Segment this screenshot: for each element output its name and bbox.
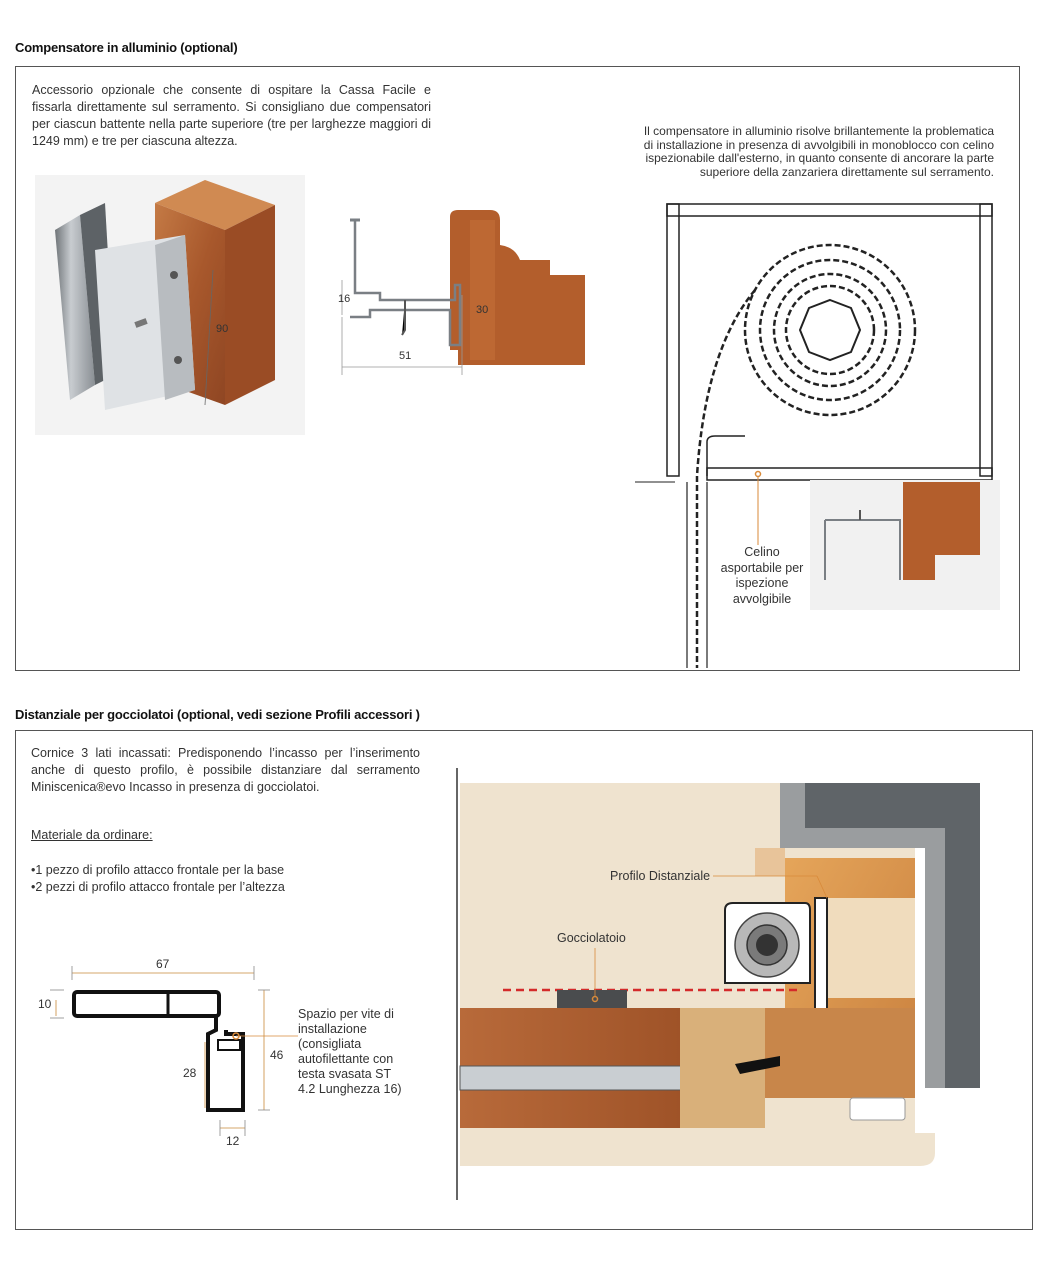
materials-item: •2 pezzi di profilo attacco frontale per l’altezza <box>31 880 285 894</box>
dim-10-label: 10 <box>38 997 52 1011</box>
section1-note: Il compensatore in alluminio risolve brillantemente la problematica di installazione in presenza di avvolgibili in monoblocco con celino ispezionabile dall'esterno, in quanto consente di ancorare la parte superiore della zanzariera direttamente sul serramento. <box>643 124 994 179</box>
spacer-profile-drawing <box>40 960 290 1140</box>
section1-title: Compensatore in alluminio (optional) <box>15 40 238 55</box>
label-gocciolatoio: Gocciolatoio <box>557 931 626 945</box>
roller-shutter-box-drawing <box>635 200 1000 668</box>
section1-description: Accessorio opzionale che consente di ospitare la Cassa Facile e fissarla direttamente sul serramento. Si consigliano due compensatori per ciascun battente nella parte superiore (tre per larghezze maggiori di 1249 mm) e tre per ciascuna altezza. <box>32 83 431 148</box>
dim-46-label: 46 <box>270 1048 284 1062</box>
dim-12-label: 12 <box>226 1134 240 1148</box>
label-profilo-distanziale: Profilo Distanziale <box>610 869 711 883</box>
compensator-section-drawing <box>330 205 590 385</box>
materials-heading: Materiale da ordinare: <box>31 828 153 842</box>
celino-label: Celino asportabile per ispezione avvolgibile <box>720 545 804 606</box>
screw-note: Spazio per vite di installazione (consigliata autofilettante con testa svasata ST 4.2 Lunghezza 16) <box>298 1007 402 1096</box>
installation-section-drawing <box>455 768 980 1208</box>
dim-16-label: 16 <box>338 293 351 305</box>
dim-28-label: 28 <box>183 1066 197 1080</box>
dim-67-label: 67 <box>156 957 170 971</box>
dim-90-label: 90 <box>216 323 229 335</box>
materials-item: •1 pezzo di profilo attacco frontale per la base <box>31 863 285 877</box>
section2-title: Distanziale per gocciolatoi (optional, vedi sezione Profili accessori ) <box>15 707 420 722</box>
dim-51-label: 51 <box>399 350 412 362</box>
compensator-3d-illustration <box>35 175 305 435</box>
materials-list <box>31 862 285 896</box>
section2-description: Cornice 3 lati incassati: Predisponendo l’incasso per l’inserimento anche di questo profilo, è possibile distanziare dal serramento Miniscenica®evo Incasso in presenza di gocciolatoi. <box>31 746 420 794</box>
dim-30-label: 30 <box>476 304 489 316</box>
